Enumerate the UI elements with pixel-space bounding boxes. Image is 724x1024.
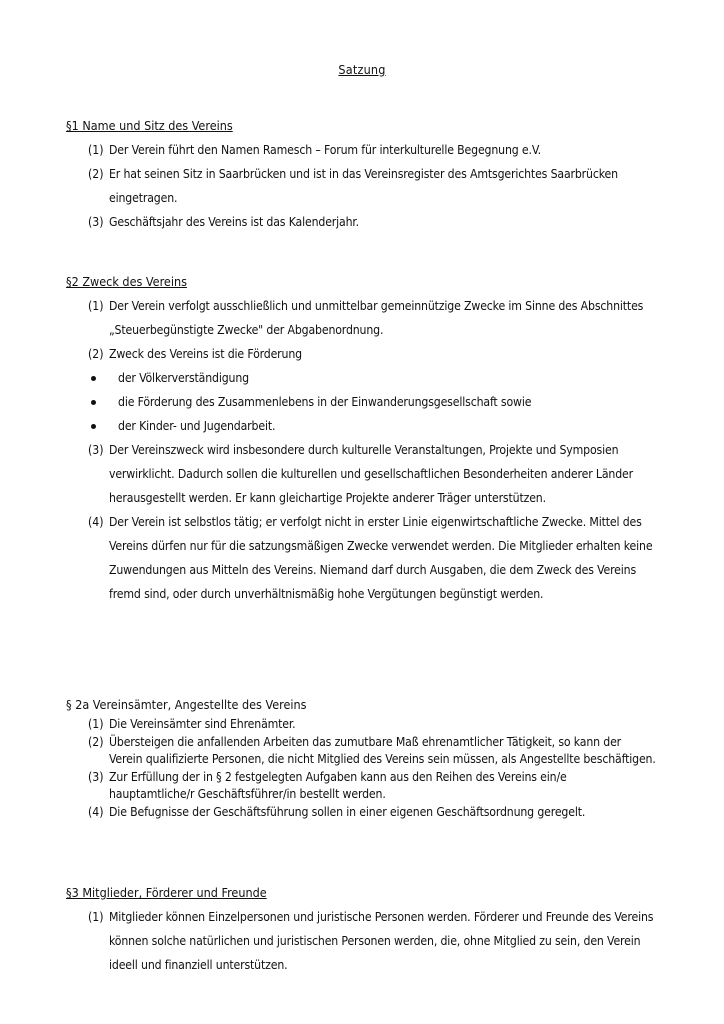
item-text: Die Vereinsämter sind Ehrenämter. xyxy=(109,717,296,731)
list-item xyxy=(66,210,666,234)
item-list xyxy=(66,905,666,977)
list-item xyxy=(66,804,666,822)
item-number: (3) xyxy=(88,769,104,784)
list-item xyxy=(66,510,666,606)
item-number: (1) xyxy=(88,143,104,157)
item-number: (3) xyxy=(88,215,104,229)
section-heading: §2 Zweck des Vereins xyxy=(66,274,187,289)
item-text: Übersteigen die anfallenden Arbeiten das zumutbare Maß ehrenamtlicher Tätigkeit, so kann der Verein qualifizierte Personen, die nicht Mitglied des Vereins sein müssen, als Angestellte beschäftigen. xyxy=(109,734,656,766)
item-text: Der Vereinszweck wird insbesondere durch kulturelle Veranstaltungen, Projekte und Symposien verwirklicht. Dadurch sollen die kulturellen und gesellschaftlichen Besonderheiten anderer Länder herausgestellt werden. Er kann gleichartige Projekte anderer Träger unterstützen. xyxy=(109,443,633,505)
item-number: (1) xyxy=(88,299,104,313)
bullet-icon xyxy=(91,400,96,405)
item-number: (1) xyxy=(88,717,104,731)
list-item xyxy=(66,138,666,162)
list-item xyxy=(66,342,666,438)
item-number: (3) xyxy=(88,443,104,457)
section-heading: §3 Mitglieder, Förderer und Freunde xyxy=(66,885,267,900)
item-number: (1) xyxy=(88,910,104,924)
item-number: (4) xyxy=(88,804,104,819)
item-text: Zweck des Vereins ist die Förderung xyxy=(109,347,302,361)
item-text: Zur Erfüllung der in § 2 festgelegten Aufgaben kann aus den Reihen des Vereins ein/e hauptamtliche/r Geschäftsführer/in bestellt werden. xyxy=(109,769,567,801)
bullet-text: die Förderung des Zusammenlebens in der Einwanderungsgesellschaft sowie xyxy=(118,395,532,409)
document-title: Satzung xyxy=(338,62,386,77)
bullet-icon xyxy=(91,424,96,429)
list-item xyxy=(66,905,666,977)
section-2a xyxy=(66,697,666,821)
section-3 xyxy=(66,885,666,977)
section-heading: § 2a Vereinsämter, Angestellte des Vereins xyxy=(66,697,307,712)
item-number: (2) xyxy=(88,167,104,181)
bullet-text: der Völkerverständigung xyxy=(118,371,249,385)
bullet-text: der Kinder- und Jugendarbeit. xyxy=(118,419,276,433)
item-text: Die Befugnisse der Geschäftsführung sollen in einer eigenen Geschäftsordnung geregelt. xyxy=(109,804,586,819)
section-2 xyxy=(66,274,666,606)
item-number: (4) xyxy=(88,515,104,529)
list-item xyxy=(66,734,666,769)
item-text: Geschäftsjahr des Vereins ist das Kalenderjahr. xyxy=(109,215,359,229)
list-item xyxy=(66,162,666,210)
bullet-item xyxy=(66,390,666,414)
bullet-list xyxy=(66,366,666,438)
bullet-icon xyxy=(91,376,96,381)
bullet-item xyxy=(66,414,666,438)
list-item xyxy=(66,769,666,804)
item-number: (2) xyxy=(88,347,104,361)
item-text: Der Verein ist selbstlos tätig; er verfolgt nicht in erster Linie eigenwirtschaftliche Zwecke. Mittel des Vereins dürfen nur für die satzungsmäßigen Zwecke verwendet werden. Die Mitglieder erhalten keine Zuwendungen aus Mitteln des Vereins. Niemand darf durch Ausgaben, die dem Zweck des Vereins fremd sind, oder durch unverhältnismäßig hohe Vergütungen begünstigt werden. xyxy=(109,515,653,601)
item-text: Mitglieder können Einzelpersonen und juristische Personen werden. Förderer und Freunde des Vereins können solche natürlichen und juristischen Personen werden, die, ohne Mitglied zu sein, den Verein ideell und finanziell unterstützen. xyxy=(109,910,654,972)
bullet-item xyxy=(66,366,666,390)
item-list xyxy=(66,716,666,821)
item-text: Der Verein verfolgt ausschließlich und unmittelbar gemeinnützige Zwecke im Sinne des Abschnittes „Steuerbegünstigte Zwecke" der Abgabenordnung. xyxy=(109,299,644,337)
section-heading: §1 Name und Sitz des Vereins xyxy=(66,118,233,133)
item-list xyxy=(66,138,666,234)
item-text: Der Verein führt den Namen Ramesch – Forum für interkulturelle Begegnung e.V. xyxy=(109,143,541,157)
item-list xyxy=(66,294,666,606)
item-text: Er hat seinen Sitz in Saarbrücken und ist in das Vereinsregister des Amtsgerichtes Saarbrücken eingetragen. xyxy=(109,167,618,205)
item-number: (2) xyxy=(88,734,104,749)
list-item xyxy=(66,438,666,510)
section-1 xyxy=(66,118,666,234)
list-item xyxy=(66,294,666,342)
list-item xyxy=(66,716,666,734)
